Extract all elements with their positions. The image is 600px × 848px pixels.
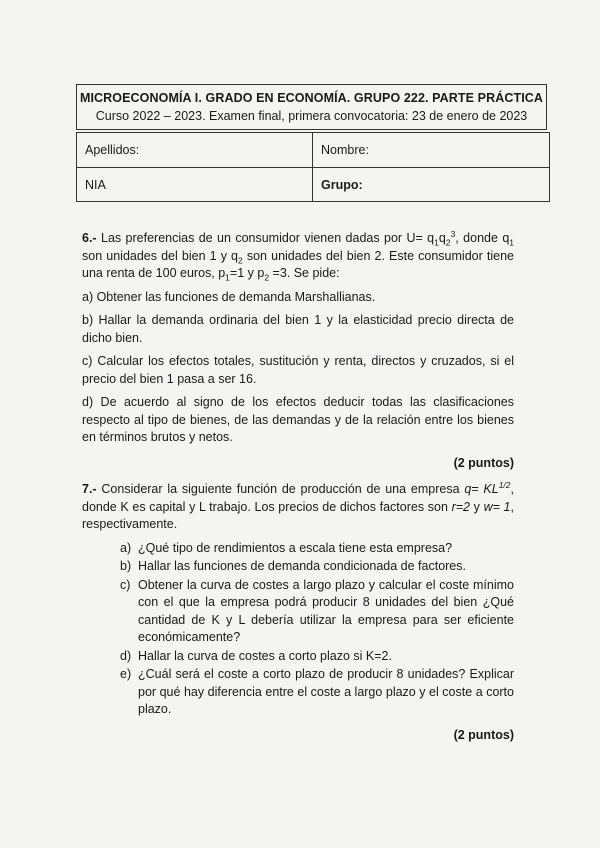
q6-sub: 2 xyxy=(238,255,243,265)
q6-sub: 1 xyxy=(225,272,230,283)
question-6-points: (2 puntos) xyxy=(453,455,514,470)
item-text: ¿Cuál será el coste a corto plazo de producir 8 unidades? Explicar por qué hay diferencia entre el coste a largo plazo y el coste a corto plazo. xyxy=(138,667,514,716)
item-label: a) xyxy=(120,540,132,555)
item-label: b) xyxy=(120,559,132,573)
q6-text: =3. Se pide: xyxy=(269,266,340,280)
question-7-number: 7.- xyxy=(82,482,97,496)
q7-text: Considerar la siguiente función de producción de una empresa xyxy=(101,482,465,496)
nia-field[interactable]: NIA xyxy=(77,168,313,202)
q6-text: son unidades del bien 1 y q xyxy=(82,248,239,263)
item-text: ¿Qué tipo de rendimientos a escala tiene esta empresa? xyxy=(138,540,453,555)
q7-price-w: w= 1 xyxy=(483,499,511,514)
apellidos-field[interactable]: Apellidos: xyxy=(77,133,313,168)
question-7-item xyxy=(82,666,514,719)
item-label: e) xyxy=(120,667,132,681)
q6-sub: 1 xyxy=(434,237,439,248)
q6-text: , donde q xyxy=(455,231,510,245)
exam-questions xyxy=(82,230,514,753)
question-6-a: a) Obtener las funciones de demanda Marshallianas. xyxy=(82,289,376,304)
item-label: d) xyxy=(120,648,132,663)
question-7-item xyxy=(82,558,514,576)
q6-sup: 3 xyxy=(450,228,456,239)
item-text: Hallar la curva de costes a corto plazo si K=2. xyxy=(138,648,392,663)
question-6-number: 6.- xyxy=(82,231,97,245)
q6-sub: 2 xyxy=(445,237,451,248)
grupo-field[interactable]: Grupo: xyxy=(321,178,363,192)
question-7-points: (2 puntos) xyxy=(453,727,514,742)
question-6-d: d) De acuerdo al signo de los efectos deducir todas las clasificaciones respecto al tipo de bienes, de las demandas y de la relación entre los bienes en términos brutos y netos. xyxy=(82,395,514,444)
q6-sub: 2 xyxy=(264,272,270,283)
q6-text: son unidades del bien 2. Este consumidor tiene una renta de 100 euros, p xyxy=(82,248,514,280)
question-7-intro xyxy=(82,481,514,534)
q7-text: , donde K es capital y L trabajo. Los precios de dichos factores son xyxy=(82,482,514,514)
q7-exponent: 1/2 xyxy=(498,479,511,490)
q7-text: , respectivamente. xyxy=(82,499,514,531)
exam-title: MICROECONOMÍA I. GRADO EN ECONOMÍA. GRUPO 222. PARTE PRÁCTICA xyxy=(79,91,544,105)
nombre-field[interactable]: Nombre: xyxy=(313,133,549,168)
item-text: Obtener la curva de costes a largo plazo y calcular el coste mínimo con el que la empresa podrá producir 8 unidades del bien ¿Qué cantidad de K y L debería utilizar la empresa para ser eficiente económicamente? xyxy=(138,577,514,644)
question-7-item xyxy=(82,648,514,666)
q6-text: q xyxy=(438,231,446,245)
q6-text: Las preferencias de un consumidor vienen dadas por U= q xyxy=(101,231,435,245)
item-label: c) xyxy=(120,577,131,592)
exam-header xyxy=(76,84,547,130)
question-7-item xyxy=(82,540,514,558)
q7-text: y xyxy=(469,499,484,514)
q6-text: =1 y p xyxy=(229,266,265,280)
question-7-item xyxy=(82,577,514,647)
question-6-b: b) Hallar la demanda ordinaria del bien 1 y la elasticidad precio directa de dicho bien. xyxy=(82,313,514,345)
item-text: Hallar las funciones de demanda condicionada de factores. xyxy=(138,559,466,573)
q6-sub: 1 xyxy=(509,237,514,248)
question-6-c: c) Calcular los efectos totales, sustitución y renta, directos y cruzados, si el precio del bien 1 pasa a ser 16. xyxy=(82,354,514,386)
q7-price-r: r=2 xyxy=(451,499,470,514)
q7-formula: q= KL xyxy=(464,482,499,496)
exam-subtitle: Curso 2022 – 2023. Examen final, primera convocatoria: 23 de enero de 2023 xyxy=(95,109,528,123)
question-6-intro xyxy=(82,230,514,283)
student-fields-table xyxy=(76,132,550,202)
question-7-items xyxy=(82,540,514,719)
